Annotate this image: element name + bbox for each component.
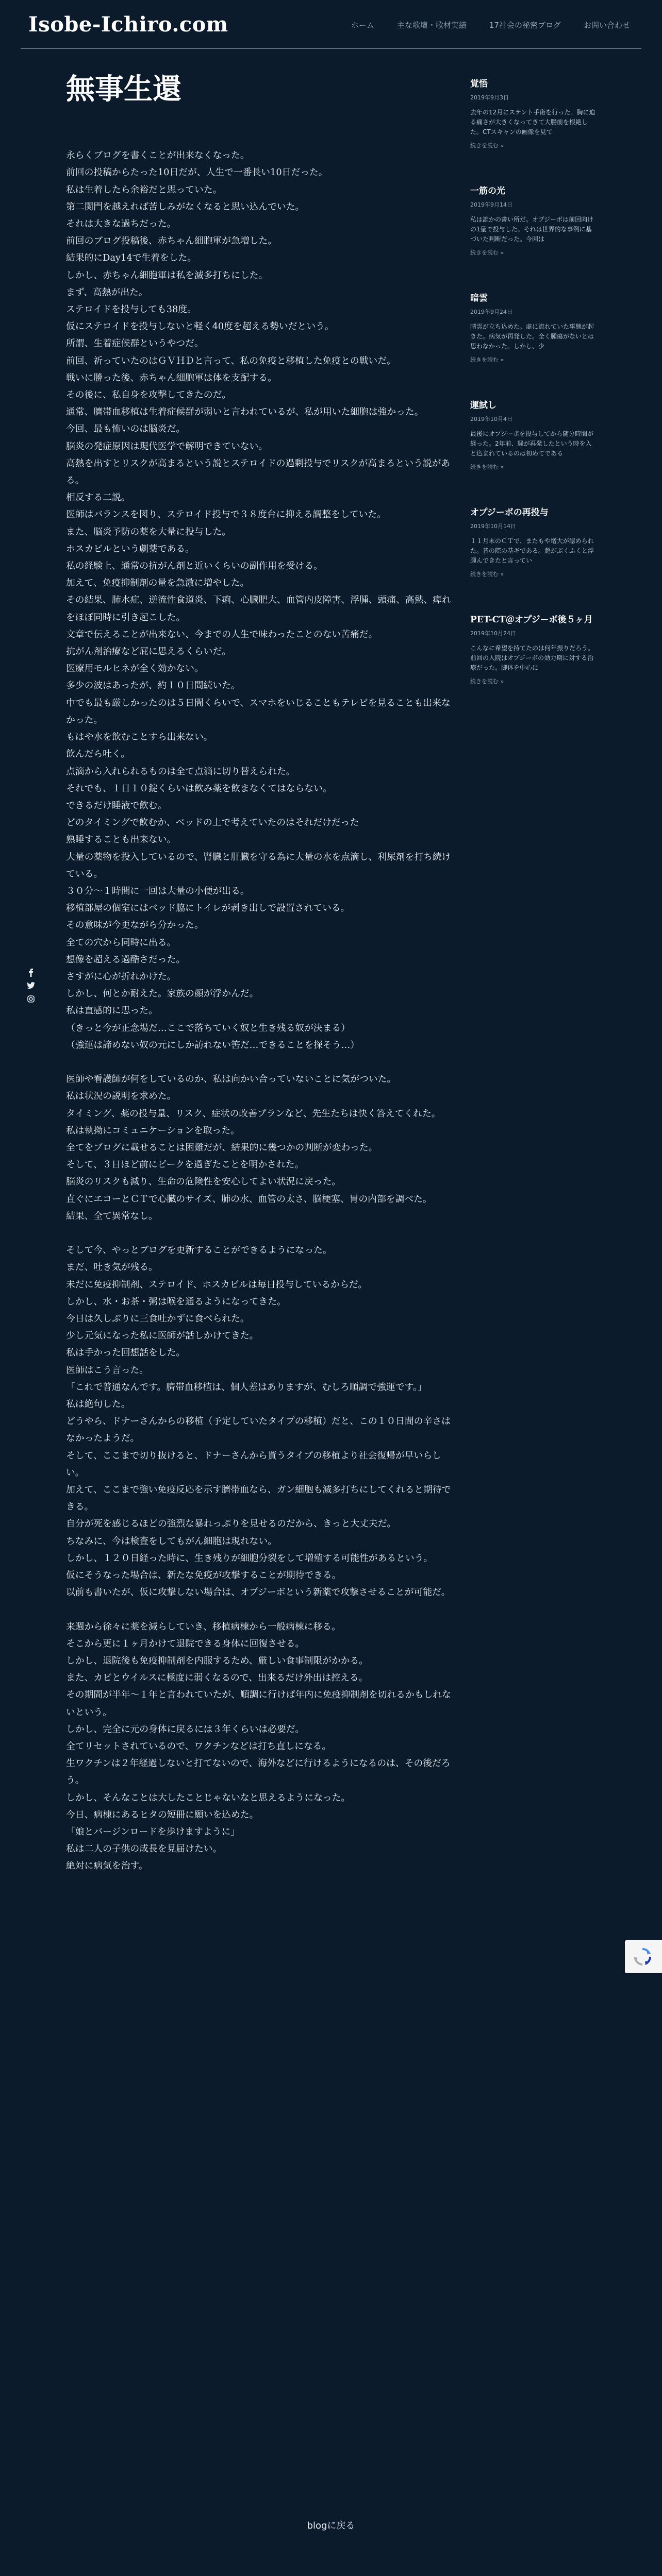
post-paragraph: 戦いに勝った後、赤ちゃん細胞軍は体を支配する。 xyxy=(66,372,277,383)
post-paragraph: 今日は久しぶりに三食吐かずに食べられた。 xyxy=(66,1313,250,1324)
sidebar-post-title[interactable]: 暗雲 xyxy=(470,293,488,303)
sidebar-post-title[interactable]: 覚悟 xyxy=(470,79,488,89)
post-paragraph: 永らくブログを書くことが出来なくなった。 xyxy=(66,150,250,161)
post-paragraph: タイミング、薬の投与量、リスク、症状の改善プランなど、先生たちは快く答えてくれた。 xyxy=(66,1108,441,1119)
post-paragraph: 脳炎の発症原因は現代医学で解明できていない。 xyxy=(66,440,268,452)
site-title[interactable]: Isobe-Ichiro.com xyxy=(28,12,228,37)
post-paragraph: ちなみに、今は検査をしてもがん細胞は現れない。 xyxy=(66,1535,277,1547)
sidebar-post-excerpt: 去年の12月にステント手術を行った。胸に迫る痛さが大きくなってきて大腸前を根絶した。CTスキャンの画像を見て xyxy=(470,109,595,135)
post-paragraph: 仮にそうなった場合は、新たな免疫が攻撃することが期待できる。 xyxy=(66,1570,341,1581)
facebook-icon[interactable] xyxy=(26,969,36,979)
post-paragraph: 文章で伝えることが出来ない、今までの人生で味わったことのない苦痛だ。 xyxy=(66,629,378,640)
post-paragraph: まず、高熱が出た。 xyxy=(66,286,148,298)
post-paragraph: 「娘とバージンロードを歩けますように」 xyxy=(66,1826,240,1838)
post-paragraph: ホスカビルという劇薬である。 xyxy=(66,543,194,554)
social-links xyxy=(26,969,36,1009)
sidebar-post-excerpt: 最後にオプジーボを投与してから随分時間が経った。2年前、騒が再発したという時を入と込まれているのは初めてである xyxy=(470,430,594,457)
read-more-link[interactable]: 続きを読む » xyxy=(470,249,504,256)
sidebar-post-date: 2019年9月14日 xyxy=(470,201,512,208)
post-paragraph: 医師や看護師が何をしているのか、私は向かい合っていないことに気がついた。 xyxy=(66,1074,396,1085)
post-paragraph: その後に、私自身を攻撃してきたのだ。 xyxy=(66,389,231,401)
sidebar-post-excerpt: 晴雲が立ち込めた。虚に流れていた事態が起きた。病気が再発した。全く腫瘍がないとは思わなかった。しかし、少 xyxy=(470,323,594,350)
sidebar-post-date: 2019年10月4日 xyxy=(470,416,512,422)
post-paragraph: その結果、肺水症、逆流性食道炎、下痢、心臓肥大、血管内皮障害、浮腫、頭痛、高熱、痺れをほぼ同時に引き起こした。 xyxy=(66,595,451,623)
post-paragraph: 私は執拗にコミュニケーションを取った。 xyxy=(66,1125,240,1136)
post-paragraph: さすがに心が折れかけた。 xyxy=(66,971,176,982)
sidebar-post-date: 2019年9月24日 xyxy=(470,309,512,315)
post-paragraph: 結果的にDay14で生着をした。 xyxy=(66,252,197,264)
sidebar-post-date: 2019年9月3日 xyxy=(470,94,509,101)
post-paragraph: 加えて、免疫抑制剤の量を急激に増やした。 xyxy=(66,578,250,589)
post-paragraph: 想像を超える過酷さだった。 xyxy=(66,954,186,965)
post-paragraph: 熟睡することも出来ない。 xyxy=(66,834,176,845)
post-paragraph: 医師はこう言った。 xyxy=(66,1364,149,1376)
nav-contact[interactable]: お問い合わせ xyxy=(583,21,630,30)
post-paragraph: ステロイドを投与しても38度。 xyxy=(66,304,196,315)
post-title: 無事生還 xyxy=(66,72,181,106)
post-paragraph: 私は直感的に思った。 xyxy=(66,1005,158,1016)
post-paragraph: 来週から徐々に薬を減らしていき、移植病棟から一般病棟に移る。 xyxy=(66,1621,341,1632)
twitter-icon[interactable] xyxy=(26,982,36,992)
post-paragraph: しかし、退院後も免疫抑制剤を内服するため、厳しい食事制限がかかる。 xyxy=(66,1655,369,1667)
read-more-link[interactable]: 続きを読む » xyxy=(470,678,504,685)
paragraph-spacer xyxy=(66,1601,454,1618)
post-paragraph: （きっと今が正念場だ…ここで落ちていく奴と生き残る奴が決まる） xyxy=(66,1022,351,1033)
post-paragraph: 自分が死を感じるほどの強烈な暴れっぷりを見せるのだから、きっと大丈夫だ。 xyxy=(66,1518,396,1530)
sidebar-post xyxy=(470,505,596,578)
post-paragraph: 抗がん剤治療など屁に思えるくらいだ。 xyxy=(66,646,231,657)
paragraph-spacer xyxy=(66,1225,454,1242)
sidebar-post-title[interactable]: オプジーボの再投与 xyxy=(470,507,549,518)
post-paragraph: 私は二人の子供の成長を見届けたい。 xyxy=(66,1843,222,1855)
post-paragraph: 第二関門を越えれば苦しみがなくなると思い込んでいた。 xyxy=(66,201,305,212)
post-paragraph: 所謂、生着症候群というやつだ。 xyxy=(66,338,204,349)
read-more-link[interactable]: 続きを読む » xyxy=(470,464,504,470)
post-body xyxy=(66,147,454,1874)
nav-home[interactable]: ホーム xyxy=(351,21,374,30)
post-paragraph: 飲んだら吐く。 xyxy=(66,749,130,760)
post-paragraph: しかし、完全に元の身体に戻るには３年くらいは必要だ。 xyxy=(66,1723,305,1735)
post-paragraph: それは大きな過ちだった。 xyxy=(66,218,176,229)
post-paragraph: 直ぐにエコーとＣＴで心臓のサイズ、肺の水、血管の太さ、脳梗塞、胃の内部を調べた。 xyxy=(66,1193,432,1205)
post-paragraph: 未だに免疫抑制剤、ステロイド、ホスカビルは毎日投与しているからだ。 xyxy=(66,1279,368,1290)
sidebar-post-excerpt: １１月末のＣＴで、またもや増大が認められた。昔の際の基ギである。超がぶくふくと浮腫んできたと言ってい xyxy=(470,537,594,564)
post-paragraph: 通常、臍帯血移植は生着症候群が弱いと言われているが、私が用いた細胞は強かった。 xyxy=(66,406,424,418)
main-nav xyxy=(340,20,641,30)
post-paragraph: 大量の薬物を投入しているので、腎臓と肝臓を守る為に大量の水を点滴し、利尿剤を打ち続けている。 xyxy=(66,851,451,879)
post-paragraph: 私は絶句した。 xyxy=(66,1398,130,1410)
post-paragraph: その期間が半年～１年と言われていたが、順調に行けば年内に免疫抑制剤を切れるかもしれないという。 xyxy=(66,1689,451,1718)
post-paragraph: また、カビとウイルスに極度に弱くなるので、出来るだけ外出は控える。 xyxy=(66,1672,368,1684)
read-more-link[interactable]: 続きを読む » xyxy=(470,142,504,149)
post-paragraph: （強運は諦めない奴の元にしか訪れない筈だ…できることを探そう…） xyxy=(66,1039,360,1050)
post-paragraph: 多少の波はあったが、約１０日間続いた。 xyxy=(66,680,240,691)
post-paragraph: 結果、全て異常なし。 xyxy=(66,1210,158,1222)
post-paragraph: 私の経験上、通常の抗がん剤と近いくらいの副作用を受ける。 xyxy=(66,561,323,572)
post-paragraph: 医師はバランスを図り、ステロイド投与で３８度台に抑える調整をしていた。 xyxy=(66,509,386,520)
post-paragraph: 前回の投稿からたった10日だが、人生で一番長い10日だった。 xyxy=(66,167,328,178)
post-paragraph: 医療用モルヒネが全く効かない。 xyxy=(66,663,204,674)
post-paragraph: そして、３日ほど前にピークを過ぎたことを明かされた。 xyxy=(66,1159,304,1171)
post-paragraph: しかし、そんなことは大したことじゃないなと思えるようになった。 xyxy=(66,1792,351,1803)
post-paragraph: 私は手かった回想話をした。 xyxy=(66,1347,186,1359)
sidebar xyxy=(470,76,596,719)
post-paragraph: 前回、祈っていたのはＧＶＨＤと言って、私の免疫と移植した免疫との戦いだ。 xyxy=(66,355,396,366)
sidebar-post-title[interactable]: 運試し xyxy=(470,400,496,411)
post-paragraph: まだ、吐き気が残る。 xyxy=(66,1262,158,1273)
post-paragraph: できるだけ睡液で飲む。 xyxy=(66,800,167,811)
sidebar-post xyxy=(470,612,596,685)
post-paragraph: もはや水を飲むことすら出来ない。 xyxy=(66,732,213,743)
sidebar-post-date: 2019年10月24日 xyxy=(470,630,516,637)
post-paragraph: 前回のブログ投稿後、赤ちゃん細胞軍が急増した。 xyxy=(66,235,277,247)
sidebar-post-title[interactable]: 一筋の光 xyxy=(470,186,505,196)
header-divider xyxy=(21,48,641,49)
post xyxy=(66,72,454,1875)
recaptcha-icon xyxy=(633,1947,652,1966)
post-paragraph: しかし、１２０日経った時に、生き残りが細胞分裂をして増殖する可能性があるという。 xyxy=(66,1552,433,1564)
post-paragraph: 以前も書いたが、仮に攻撃しない場合は、オプジーボという新薬で攻撃させることが可能だ。 xyxy=(66,1587,451,1598)
back-to-blog-link[interactable]: blogに戻る xyxy=(307,2520,355,2531)
post-paragraph: 私は状況の説明を求めた。 xyxy=(66,1091,176,1102)
post-paragraph: しかし、赤ちゃん細胞軍は私を滅多打ちにした。 xyxy=(66,269,268,281)
post-paragraph: 生ワクチンは２年経過しないと打てないので、海外などに行けるようになるのは、その後だろう。 xyxy=(66,1758,451,1786)
site-header xyxy=(0,0,662,52)
post-paragraph: 私は生着したら余裕だと思っていた。 xyxy=(66,184,222,195)
sidebar-post xyxy=(470,183,596,257)
post-paragraph: また、脳炎予防の薬を大量に投与した。 xyxy=(66,526,231,537)
post-paragraph: どのタイミングで飲むか、ベッドの上で考えていたのはそれだけだった xyxy=(66,817,359,828)
post-paragraph: 仮にステロイドを投与しないと軽く40度を超える勢いだという。 xyxy=(66,321,334,332)
post-paragraph: 「これで普通なんです。臍帯血移植は、個人差はありますが、むしろ順調で強運です。」 xyxy=(66,1381,427,1393)
post-paragraph: 全てリセットされているので、ワクチンなどは打ち直しになる。 xyxy=(66,1741,332,1752)
post-paragraph: 点滴から入れられるものは全て点滴に切り替えられた。 xyxy=(66,766,295,777)
post-paragraph: 相反する二説。 xyxy=(66,492,130,503)
post-paragraph: ３０分～１時間に一回は大量の小便が出る。 xyxy=(66,885,250,896)
post-paragraph: その意味が今更ながら分かった。 xyxy=(66,920,204,931)
post-paragraph: 今回、最も怖いのは脳炎だ。 xyxy=(66,423,186,435)
recaptcha-badge[interactable] xyxy=(625,1940,662,1973)
post-paragraph: 全てをブログに載せることは困難だが、結果的に幾つかの判断が変わった。 xyxy=(66,1142,378,1153)
post-paragraph: そして今、やっとブログを更新することができるようになった。 xyxy=(66,1245,332,1256)
sidebar-post-excerpt: 私は誰かの書い所だ。オプジーボは前回向けの1量で投与した。それは世界的な事例に基づいた判断だった。今回は xyxy=(470,216,594,243)
post-paragraph: そこから更に１ヶ月かけて退院できる身体に回復させる。 xyxy=(66,1638,305,1649)
post-paragraph: しかし、水・お茶・粥は喉を通るようになってきた。 xyxy=(66,1296,286,1307)
instagram-icon[interactable] xyxy=(26,995,36,1006)
post-paragraph: 少し元気になった私に医師が話しかけてきた。 xyxy=(66,1330,259,1342)
post-paragraph: どうやら、ドナーさんからの移植（予定していたタイプの移植）だと、この１０日間の辛さはなかったようだ。 xyxy=(66,1416,451,1444)
post-paragraph: そして、ここまで切り抜けると、ドナーさんから貰うタイプの移植より社会復帰が早いらしい。 xyxy=(66,1450,441,1478)
sidebar-post xyxy=(470,76,596,149)
post-paragraph: それでも、１日１０錠くらいは飲み薬を飲まなくてはならない。 xyxy=(66,783,332,794)
nav-blog[interactable]: 17社会の秘密ブログ xyxy=(489,21,561,30)
post-paragraph: 今日、病棟にあるヒタの短冊に願いを込めた。 xyxy=(66,1809,259,1820)
post-paragraph: 高熱を出すとリスクが高まるという説とステロイドの過剰投与でリスクが高まるという説がある。 xyxy=(66,457,451,486)
read-more-link[interactable]: 続きを読む » xyxy=(470,571,504,578)
paragraph-spacer xyxy=(66,1054,454,1071)
post-paragraph: 全ての穴から同時に出る。 xyxy=(66,937,176,948)
read-more-link[interactable]: 続きを読む » xyxy=(470,357,504,363)
nav-achievements[interactable]: 主な歌壇・歌材実績 xyxy=(396,21,467,30)
post-paragraph: 絶対に病気を治す。 xyxy=(66,1860,148,1872)
sidebar-post xyxy=(470,398,596,471)
sidebar-post-excerpt: こんなに希望を持てたのは何年振りだろう。前回の入院はオプジーボの効力期に対する治療だった。脚体を中心に xyxy=(470,645,594,671)
post-paragraph: しかし、何とか耐えた。家族の顔が浮かんだ。 xyxy=(66,988,259,999)
sidebar-post-title[interactable]: PET-CT＠オプジーボ後５ヶ月 xyxy=(470,615,593,625)
post-paragraph: 脳炎のリスクも減り、生命の危険性を安心してよい状況に戻った。 xyxy=(66,1176,341,1188)
sidebar-post-date: 2019年10月14日 xyxy=(470,523,516,530)
sidebar-post xyxy=(470,291,596,364)
post-paragraph: 加えて、ここまで強い免疫反応を示す臍帯血なら、ガン細胞も滅多打ちにしてくれると期待できる。 xyxy=(66,1484,451,1513)
post-paragraph: 移植部屋の個室にはベッド脇にトイレが剥き出しで設置されている。 xyxy=(66,903,350,914)
post-paragraph: 中でも最も厳しかったのは５日間くらいで、スマホをいじることもテレビを見ることも出来なかった。 xyxy=(66,697,451,725)
